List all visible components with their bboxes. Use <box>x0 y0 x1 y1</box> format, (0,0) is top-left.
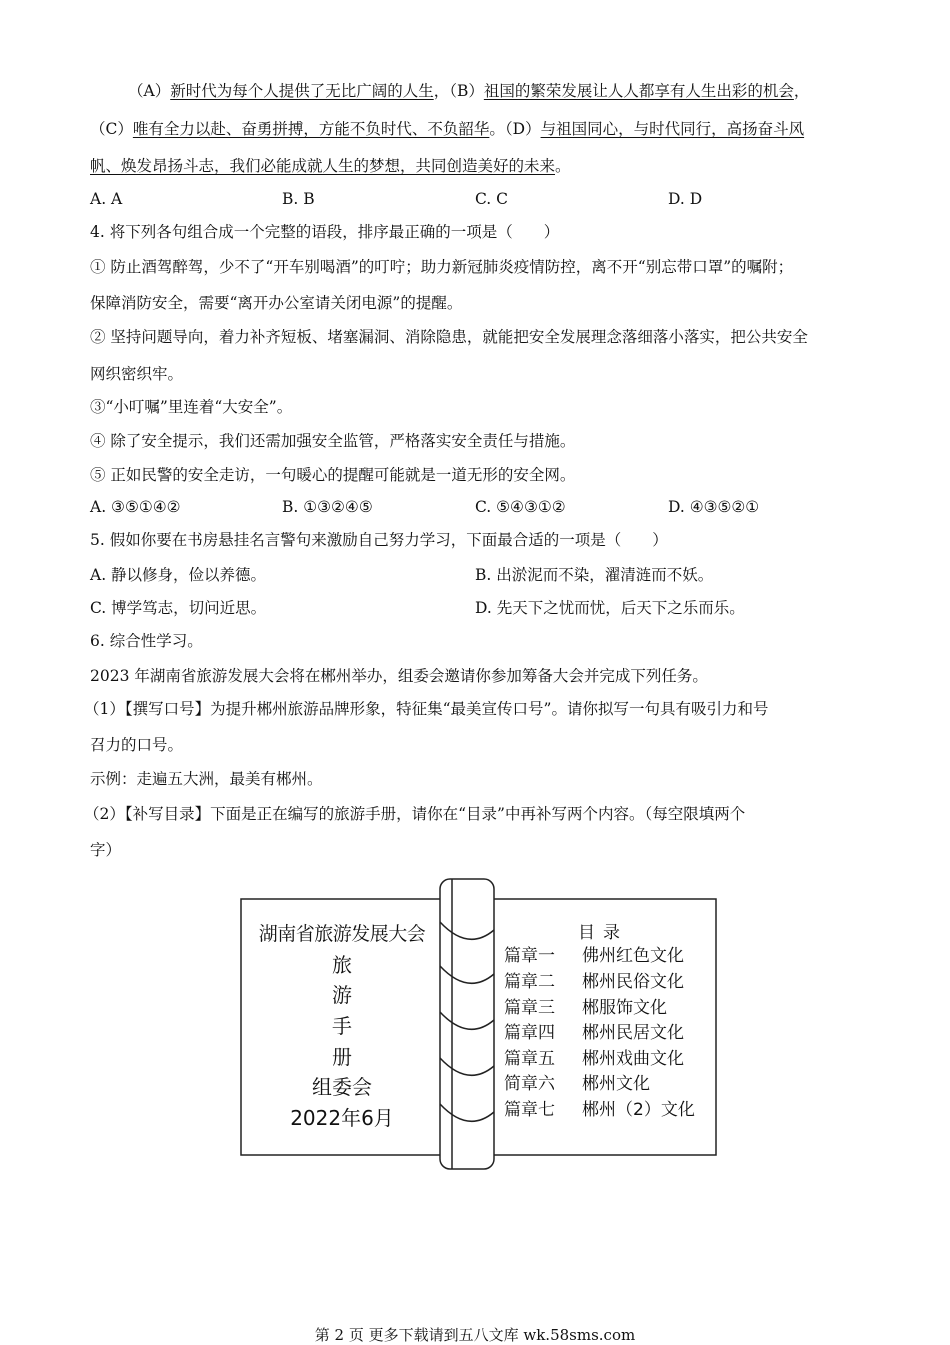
q4-sentence-1b: 保障消防安全，需要“离开办公室请关闭电源”的提醒。 <box>90 294 463 312</box>
q4-sentence-4: ④ 除了安全提示，我们还需加强安全监管，严格落实安全责任与措施。 <box>90 432 576 450</box>
toc-entry: 郴州文化 <box>582 1074 650 1094</box>
q6-intro: 2023 年湖南省旅游发展大会将在郴州举办，组委会邀请你参加筹备大会并完成下列任务。 <box>90 667 708 685</box>
q6-stem: 6. 综合性学习。 <box>90 632 203 650</box>
toc-row <box>504 1072 650 1096</box>
toc-row <box>504 1021 684 1045</box>
q3-sep-ab: ，（B） <box>433 82 484 100</box>
q5-option-a[interactable]: A. 静以修身，俭以养德。 <box>90 566 267 584</box>
cover-date: 2022年6月 <box>290 1106 394 1130</box>
toc-row <box>504 1098 695 1122</box>
q3-sep-cd: 。（D） <box>489 120 541 138</box>
q4-option-a[interactable]: A. ③⑤①④② <box>90 498 181 516</box>
toc-chapter: 篇章三 <box>504 998 555 1018</box>
toc-row <box>504 996 667 1020</box>
toc-entry: 郴州戏曲文化 <box>582 1049 684 1069</box>
q3-option-c[interactable]: C. C <box>475 190 509 208</box>
q3-option-b[interactable]: B. B <box>282 190 315 208</box>
q3-label-c: （C） <box>90 120 133 138</box>
toc-row <box>504 944 684 968</box>
q6-part2-a: （2）【补写目录】下面是正在编写的旅游手册，请你在“目录”中再补写两个内容。（每空限填两个 <box>84 805 746 823</box>
cover-char-3: 手 <box>332 1014 352 1038</box>
q4-sentence-3: ③“小叮嘱”里连着“大安全”。 <box>90 398 293 416</box>
toc-entry: 郴服饰文化 <box>582 998 667 1018</box>
toc-chapter: 篇章一 <box>504 946 555 966</box>
q3-label-a: （A） <box>128 82 171 100</box>
q5-option-b[interactable]: B. 出淤泥而不染，濯清涟而不妖。 <box>475 566 714 584</box>
toc-chapter: 篇章七 <box>504 1100 555 1120</box>
q3-sentence-a: 新时代为每个人提供了无比广阔的人生 <box>170 82 434 100</box>
q3-sentence-d-part2: 帆、焕发昂扬斗志，我们必能成就人生的梦想，共同创造美好的未来 <box>90 157 556 175</box>
toc-entry: 郴州（2）文化 <box>582 1100 695 1120</box>
toc-entry: 郴州民居文化 <box>582 1023 684 1043</box>
cover-char-4: 册 <box>332 1045 352 1069</box>
page-footer: 第 2 页 更多下载请到五八文库 wk.58sms.com <box>314 1326 636 1344</box>
q4-sentence-1a: ① 防止酒驾醉驾，少不了“开车别喝酒”的叮咛；助力新冠肺炎疫情防控，离不开“别忘带口罩”的嘱附； <box>90 258 794 276</box>
q5-option-d[interactable]: D. 先天下之忧而忧，后天下之乐而乐。 <box>475 599 745 617</box>
q4-sentence-2b: 网织密织牢。 <box>90 365 184 383</box>
toc-chapter: 篇章二 <box>504 972 555 992</box>
q3-line3-end: 。 <box>555 157 571 175</box>
toc-row <box>504 1047 684 1071</box>
toc-entry: 郴州民俗文化 <box>582 972 684 992</box>
cover-char-1: 旅 <box>332 953 352 977</box>
q3-option-d[interactable]: D. D <box>668 190 703 208</box>
q6-part1-a: （1）【撰写口号】为提升郴州旅游品牌形象，特征集“最美宣传口号”。请你拟写一句具有吸引力和号 <box>84 700 769 718</box>
toc-chapter: 简章六 <box>504 1074 555 1094</box>
q4-option-c[interactable]: C. ⑤④③①② <box>475 498 566 516</box>
cover-committee: 组委会 <box>312 1075 372 1099</box>
toc-chapter: 篇章五 <box>504 1049 555 1069</box>
booklet-spine <box>440 879 494 1169</box>
toc-chapter: 篇章四 <box>504 1023 555 1043</box>
q4-sentence-5: ⑤ 正如民警的安全走访，一句暖心的提醒可能就是一道无形的安全网。 <box>90 466 576 484</box>
toc-entry: 佛州红色文化 <box>582 946 684 966</box>
toc-title: 目录 <box>578 923 628 943</box>
q6-part2-b: 字） <box>90 841 122 859</box>
q4-option-b[interactable]: B. ①③②④⑤ <box>282 498 373 516</box>
q5-option-c[interactable]: C. 博学笃志，切问近思。 <box>90 599 267 617</box>
q4-sentence-2a: ② 坚持问题导向，着力补齐短板、堵塞漏洞、消除隐患，就能把安全发展理念落细落小落实，把公共安全 <box>90 328 808 346</box>
toc-row <box>504 970 684 994</box>
q3-sentence-b: 祖国的繁荣发展让人人都享有人生出彩的机会 <box>483 82 794 100</box>
q3-sentence-c: 唯有全力以赴、奋勇拼搏，方能不负时代、不负韶华 <box>132 120 490 138</box>
cover-title: 湖南省旅游发展大会 <box>258 923 426 945</box>
q3-option-a[interactable]: A. A <box>90 190 123 208</box>
q3-line1-end: ， <box>793 82 810 100</box>
q6-example: 示例：走遍五大洲，最美有郴州。 <box>90 770 323 788</box>
q4-stem: 4. 将下列各句组合成一个完整的语段，排序最正确的一项是（ ） <box>90 223 560 241</box>
q6-part1-b: 召力的口号。 <box>90 736 184 754</box>
q4-option-d[interactable]: D. ④③⑤②① <box>668 498 760 516</box>
q5-stem: 5. 假如你要在书房悬挂名言警句来激励自己努力学习，下面最合适的一项是（ ） <box>90 531 668 549</box>
cover-char-2: 游 <box>332 983 352 1007</box>
q3-sentence-d-part1: 与祖国同心，与时代同行，高扬奋斗风 <box>540 120 805 138</box>
